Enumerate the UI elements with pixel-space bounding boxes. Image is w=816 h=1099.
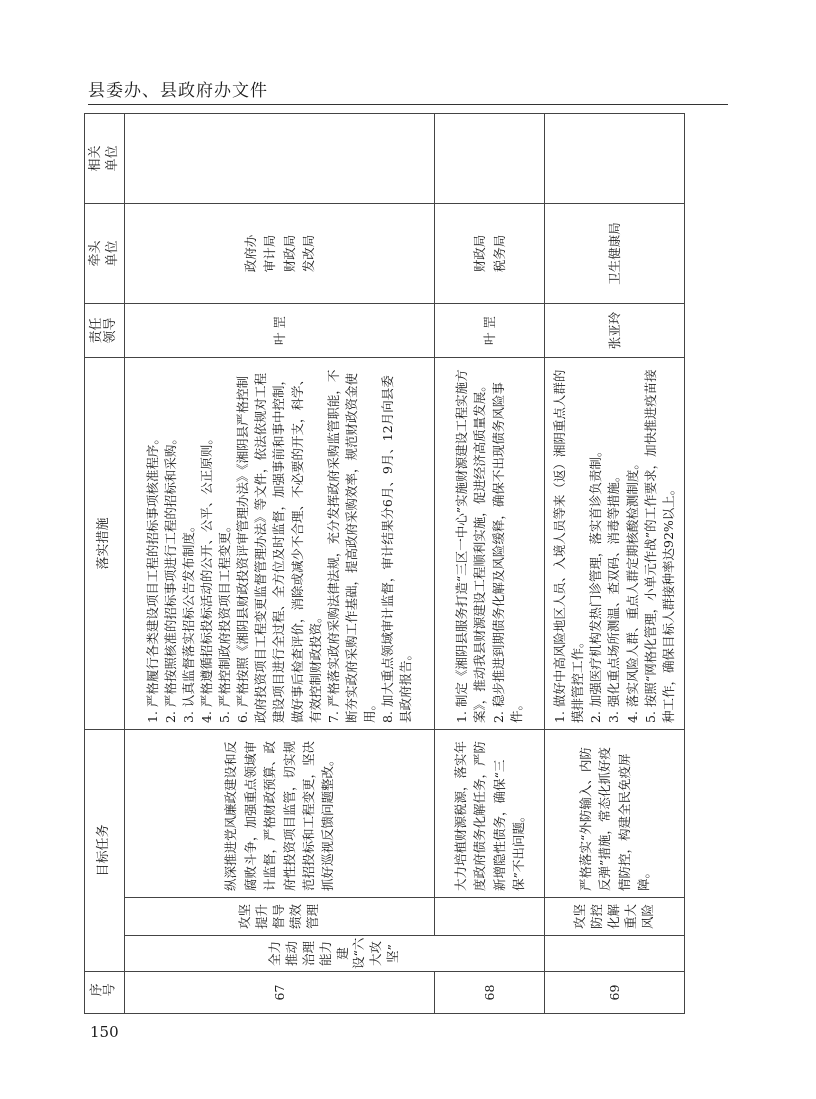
lead-unit-cell: 卫生健康局 bbox=[545, 204, 685, 304]
table-header-row bbox=[85, 114, 125, 1014]
header-leader: 责任领导 bbox=[85, 304, 125, 358]
related-unit-cell bbox=[545, 114, 685, 204]
empty-category-cell bbox=[545, 936, 685, 972]
rotated-table-sheet bbox=[84, 114, 684, 1014]
measure-item: 3. 强化重点场所测温、查双码、消毒等措施。 bbox=[606, 469, 622, 723]
measure-item: 6. 严格按照《湘阴县财政投资评审管理办法》《湘阴县严格控制政府投资项目工程变更监督管理办法》等文件，依法依规对工程建设项目进行全过程、全方位及时监督，加强事前和事中控制，做好事后检查评价，消除或减少不合理、不必要的开支，科学、有效控制财政投资。 bbox=[235, 372, 323, 723]
measure-item: 4. 严格遵循招标投标活动的公开、公平、公正原则。 bbox=[198, 432, 214, 723]
row-seq: 68 bbox=[435, 972, 545, 1014]
row-seq: 67 bbox=[125, 972, 435, 1014]
task-table bbox=[84, 113, 685, 1014]
page-number: 150 bbox=[90, 1023, 119, 1041]
measure-item: 2. 严格按照核准的招标事项进行工程的招标和采购。 bbox=[162, 432, 178, 723]
measure-item: 5. 按照“网格化管理，小单元作战”的工作要求，加快推进疫苗接种工作，确保目标人群接种率达92%以上。 bbox=[642, 369, 676, 723]
goal-cell: 大力培植财源税源，落实年度政府债务化解任务，严防新增隐性债务，确保“三保”不出问题。 bbox=[435, 730, 545, 898]
measure-item: 2. 稳步推进到期债务化解及风险缓释，确保不出现债务风险事件。 bbox=[490, 382, 524, 723]
measure-item: 8. 加大重点领域审计监督，审计结果分6月、9月、12月向县委县政府报告。 bbox=[380, 375, 414, 723]
header-related-unit: 相关单位 bbox=[85, 114, 125, 204]
header-goal: 目标任务 bbox=[85, 730, 125, 972]
related-unit-cell bbox=[435, 114, 545, 204]
header-seq: 序号 bbox=[85, 972, 125, 1014]
measure-item: 1. 严格履行各类建设项目工程的招标事项核准程序。 bbox=[144, 432, 160, 723]
document-header-title: 县委办、县政府办文件 bbox=[88, 81, 268, 101]
measure-item: 1. 做好中高风险地区人员、入境人员等来（返）湘阴重点人群的摸排管控工作。 bbox=[552, 369, 586, 723]
table-row bbox=[125, 114, 435, 1014]
measure-item: 5. 严格控制政府投资项目工程变更。 bbox=[217, 519, 233, 723]
header-lead-unit: 牵头单位 bbox=[85, 204, 125, 304]
measure-item: 4. 落实风险人群、重点人群定期核酸检测制度。 bbox=[624, 457, 640, 723]
header-measures: 落实措施 bbox=[85, 358, 125, 730]
leader-cell: 叶 罡 bbox=[435, 304, 545, 358]
table-row bbox=[435, 114, 545, 1014]
category-cell: 全力推动治理能力建设“六大攻坚” bbox=[125, 936, 545, 972]
measures-cell bbox=[545, 358, 685, 730]
subcategory-cell bbox=[435, 898, 545, 936]
lead-unit-cell: 财政局 税务局 bbox=[435, 204, 545, 304]
measures-cell bbox=[125, 358, 435, 730]
measure-item: 3. 认真监督落实招标公告发布制度。 bbox=[180, 519, 196, 723]
leader-cell: 叶 罡 bbox=[125, 304, 435, 358]
measures-cell bbox=[435, 358, 545, 730]
row-seq: 69 bbox=[545, 972, 685, 1014]
header-divider bbox=[88, 104, 728, 105]
measure-item: 1. 制定《湘阴县服务打造“三区一中心”实施财源建设工程实施方案》，推动我县财源建设工程顺利实施，促进经济高质量发展。 bbox=[454, 369, 488, 723]
subcategory-cell: 攻坚提升督导绩效管理 bbox=[125, 898, 435, 936]
subcategory-cell: 攻坚防控化解重大风险 bbox=[545, 898, 685, 936]
goal-cell: 纵深推进党风廉政建设和反腐败斗争，加强重点领域审计监督，严格财政预算、政府性投资项目监管，切实规范招投标和工程变更，坚决抓好巡视反馈问题整改。 bbox=[125, 730, 435, 898]
goal-cell: 严格落实“外防输入、内防反弹”措施，常态化抓好疫情防控，构建全民免疫屏障。 bbox=[545, 730, 685, 898]
measure-item: 2. 加强医疗机构发热门诊管理，落实首诊负责制。 bbox=[588, 444, 604, 723]
leader-cell: 张亚玲 bbox=[545, 304, 685, 358]
measure-item: 7. 严格落实政府采购法律法规，充分发挥政府采购监管职能，不断夯实政府采购工作基础，提高政府采购效率，规范财政资金使用。 bbox=[325, 369, 378, 723]
table-row bbox=[545, 114, 685, 1014]
related-unit-cell bbox=[125, 114, 435, 204]
lead-unit-cell: 政府办 审计局 财政局 发改局 bbox=[125, 204, 435, 304]
